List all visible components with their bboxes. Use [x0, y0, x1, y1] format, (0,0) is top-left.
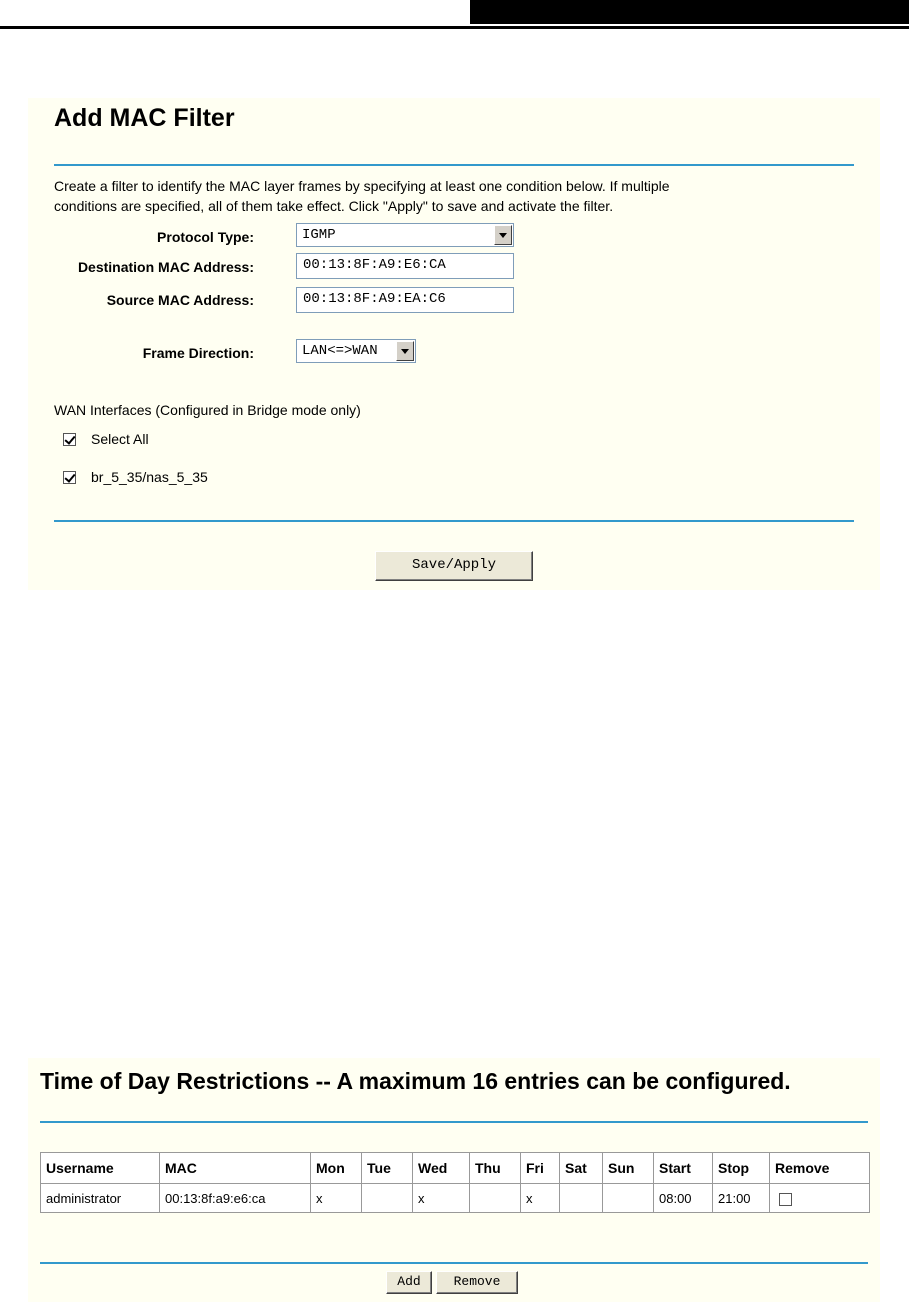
destination-mac-input[interactable]: 00:13:8F:A9:E6:CA	[296, 253, 514, 279]
col-thu: Thu	[470, 1153, 521, 1184]
cell-username: administrator	[41, 1184, 160, 1213]
source-mac-input[interactable]: 00:13:8F:A9:EA:C6	[296, 287, 514, 313]
document-header	[0, 0, 909, 30]
remove-button[interactable]: Remove	[436, 1271, 518, 1294]
col-sun: Sun	[603, 1153, 654, 1184]
cell-mac: 00:13:8f:a9:e6:ca	[160, 1184, 311, 1213]
header-black-block	[470, 0, 909, 24]
protocol-type-label: Protocol Type:	[157, 229, 254, 245]
title-divider	[54, 164, 854, 166]
interface-checkbox[interactable]	[63, 471, 76, 484]
cell-remove	[770, 1184, 870, 1213]
cell-tue	[362, 1184, 413, 1213]
page-title: Add MAC Filter	[54, 104, 235, 132]
col-remove: Remove	[770, 1153, 870, 1184]
wan-interfaces-label: WAN Interfaces (Configured in Bridge mode only)	[54, 402, 361, 418]
col-mac: MAC	[160, 1153, 311, 1184]
cell-sun	[603, 1184, 654, 1213]
add-mac-filter-panel	[28, 98, 880, 590]
cell-fri: x	[521, 1184, 560, 1213]
chevron-down-icon[interactable]	[494, 225, 512, 245]
restrictions-table	[40, 1152, 870, 1213]
remove-checkbox[interactable]	[779, 1193, 792, 1206]
source-mac-label: Source MAC Address:	[106, 292, 254, 308]
cell-stop: 21:00	[713, 1184, 770, 1213]
select-all-checkbox[interactable]	[63, 433, 76, 446]
cell-thu	[470, 1184, 521, 1213]
cell-sat	[560, 1184, 603, 1213]
description-line-2: conditions are specified, all of them take effect. Click "Apply" to save and activate the filter.	[54, 198, 614, 214]
cell-wed: x	[413, 1184, 470, 1213]
tod-bottom-divider	[40, 1262, 868, 1264]
col-sat: Sat	[560, 1153, 603, 1184]
table-header-row	[41, 1153, 870, 1184]
col-start: Start	[654, 1153, 713, 1184]
destination-mac-label: Destination MAC Address:	[77, 259, 254, 275]
bottom-divider	[54, 520, 854, 522]
tod-title-divider	[40, 1121, 868, 1123]
header-rule	[0, 26, 909, 29]
cell-start: 08:00	[654, 1184, 713, 1213]
description-line-1: Create a filter to identify the MAC layer frames by specifying at least one condition below. If multiple	[54, 178, 670, 194]
frame-direction-value: LAN<=>WAN	[302, 343, 378, 359]
add-button[interactable]: Add	[386, 1271, 432, 1294]
save-apply-button[interactable]: Save/Apply	[375, 551, 533, 581]
select-all-label: Select All	[91, 431, 149, 447]
frame-direction-label: Frame Direction:	[142, 345, 254, 361]
col-fri: Fri	[521, 1153, 560, 1184]
col-stop: Stop	[713, 1153, 770, 1184]
tod-title: Time of Day Restrictions -- A maximum 16 entries can be configured.	[40, 1068, 791, 1094]
protocol-type-value: IGMP	[302, 227, 336, 243]
protocol-type-select[interactable]	[296, 223, 514, 247]
table-row	[41, 1184, 870, 1213]
cell-mon: x	[311, 1184, 362, 1213]
chevron-down-icon[interactable]	[396, 341, 414, 361]
frame-direction-select[interactable]	[296, 339, 416, 363]
col-username: Username	[41, 1153, 160, 1184]
col-tue: Tue	[362, 1153, 413, 1184]
col-mon: Mon	[311, 1153, 362, 1184]
interface-label: br_5_35/nas_5_35	[91, 469, 208, 485]
col-wed: Wed	[413, 1153, 470, 1184]
